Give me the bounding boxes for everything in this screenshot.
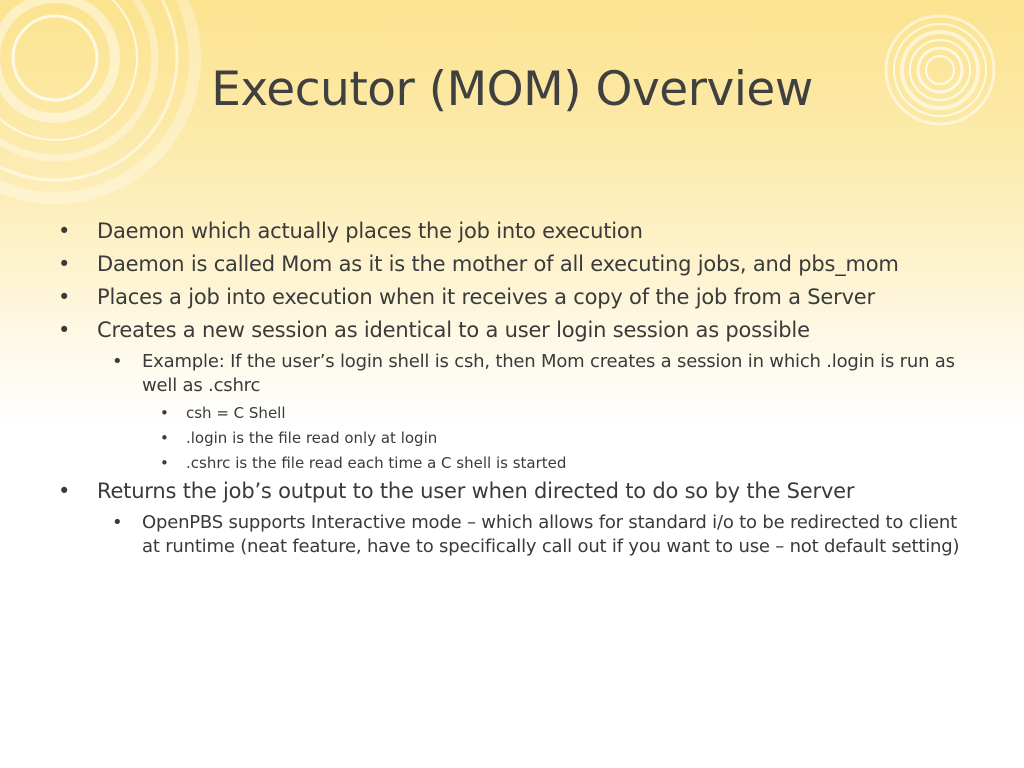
bullet-icon: • [58,479,71,503]
bullet-item [58,251,968,278]
bullet-text: OpenPBS supports Interactive mode – which allows for standard i/o to be redirected to client at runtime (neat feature, have to specifically call out if you want to use – not default setting) [142,512,960,557]
bullet-icon: • [58,318,71,342]
sub-bullet-item [104,511,968,559]
bullet-item [58,317,968,344]
sub-bullet-item [104,350,968,398]
bullet-icon: • [58,252,71,276]
bullet-icon: • [112,512,123,533]
bullet-item [58,284,968,311]
bullet-text: csh = C Shell [186,404,286,422]
bullet-item [58,478,968,505]
bullet-text: .login is the file read only at login [186,429,438,447]
bullet-icon: • [58,219,71,243]
slide-title: Executor (MOM) Overview [211,62,813,117]
bullet-list [58,218,968,564]
bullet-icon: • [160,404,169,422]
bullet-text: Creates a new session as identical to a user login session as possible [97,318,810,342]
sub-sub-bullet-item [160,403,968,423]
sub-sub-bullet-item [160,428,968,448]
bullet-text: Returns the job’s output to the user when directed to do so by the Server [97,479,855,503]
bullet-icon: • [112,351,123,372]
bullet-text: Example: If the user’s login shell is csh, then Mom creates a session in which .login is run as well as .cshrc [142,351,955,396]
bullet-item [58,218,968,245]
sub-sub-bullet-item [160,453,968,473]
bullet-icon: • [58,285,71,309]
bullet-text: Daemon which actually places the job into execution [97,219,643,243]
bullet-icon: • [160,454,169,472]
bullet-text: Places a job into execution when it receives a copy of the job from a Server [97,285,875,309]
bullet-text: Daemon is called Mom as it is the mother of all executing jobs, and pbs_mom [97,252,899,276]
bullet-text: .cshrc is the file read each time a C shell is started [186,454,567,472]
bullet-icon: • [160,429,169,447]
